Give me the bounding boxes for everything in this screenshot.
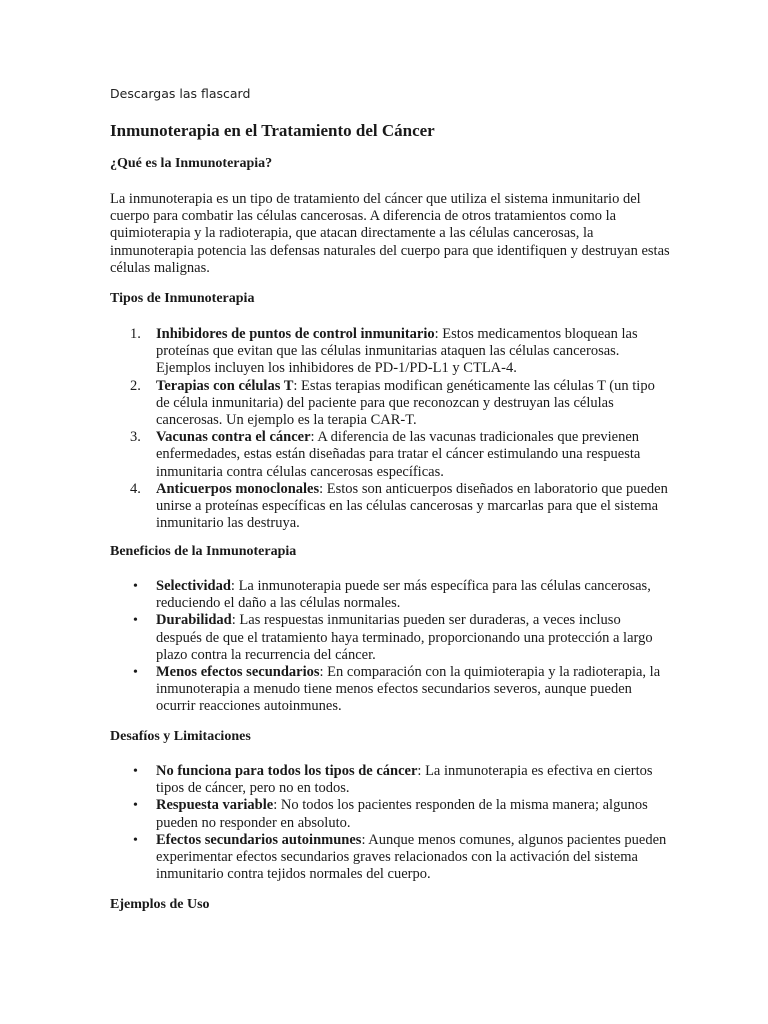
item-text: : Estas terapias modifican genéticamente las células T (un tipo de célula inmunitaria) del paciente para que reconozcan y destruyan las células cancerosas. Un ejemplo es la terapia CAR-T. <box>156 377 655 429</box>
item-text: : La inmunoterapia puede ser más específica para las células cancerosas, reduciendo el daño a las células normales. <box>156 578 651 612</box>
list-marker: 4. <box>130 480 141 497</box>
item-text: : La inmunoterapia es efectiva en ciertos tipos de cáncer, pero no en todos. <box>156 763 653 797</box>
list-tipos <box>110 326 670 532</box>
bullet-icon: • <box>133 579 138 594</box>
item-term: Respuesta variable <box>156 797 274 814</box>
list-marker: 1. <box>130 326 141 342</box>
list-marker: 2. <box>130 377 141 394</box>
heading-que-es: ¿Qué es la Inmunoterapia? <box>110 156 273 171</box>
list-marker: 3. <box>130 429 141 446</box>
heading-desafios: Desafíos y Limitaciones <box>110 729 251 744</box>
list-item <box>110 378 670 430</box>
item-term: Durabilidad <box>156 612 232 629</box>
heading-tipos: Tipos de Inmunoterapia <box>110 291 255 306</box>
list-desafios <box>110 763 670 883</box>
item-term: Anticuerpos monoclonales <box>156 480 320 497</box>
item-term: Menos efectos secundarios <box>156 664 320 681</box>
list-item <box>110 578 670 612</box>
bullet-icon: • <box>133 764 138 779</box>
list-item <box>110 612 670 664</box>
list-item <box>110 664 670 716</box>
item-term: Vacunas contra el cáncer <box>156 429 311 446</box>
download-note: Descargas las flascard <box>110 86 251 101</box>
document-title: Inmunoterapia en el Tratamiento del Cáncer <box>110 121 435 140</box>
item-term: Inhibidores de puntos de control inmunitario <box>156 326 435 342</box>
list-item <box>110 763 670 797</box>
heading-ejemplos: Ejemplos de Uso <box>110 897 210 912</box>
item-text: : En comparación con la quimioterapia y la radioterapia, la inmunoterapia a menudo tiene menos efectos secundarios severos, aunque pueden ocurrir reacciones autoinmunes. <box>156 664 661 715</box>
bullet-icon: • <box>133 798 138 814</box>
item-text: : A diferencia de las vacunas tradicionales que previenen enfermedades, estas están diseñadas para tratar el cáncer estimulando una respuesta inmunitaria contra células cancerosas específicas. <box>156 429 641 480</box>
item-text: : Aunque menos comunes, algunos pacientes pueden experimentar efectos secundarios graves relacionados con la activación del sistema inmunitario contra tejidos normales del cuerpo. <box>156 831 667 883</box>
item-term: No funciona para todos los tipos de cáncer <box>156 763 418 779</box>
item-text: : No todos los pacientes responden de la misma manera; algunos pueden no responder en absoluto. <box>156 797 648 831</box>
list-item <box>110 481 670 533</box>
item-text: : Estos son anticuerpos diseñados en laboratorio que pueden unirse a proteínas específicas en las células cancerosas y marcarlas para que el sistema inmunitario las destruya. <box>156 480 668 532</box>
item-term: Terapias con células T <box>156 377 294 394</box>
paragraph-que-es: La inmunoterapia es un tipo de tratamiento del cáncer que utiliza el sistema inmunitario del cuerpo para combatir las células cancerosas. A diferencia de otros tratamientos como la quimioterapia y la radioterapia, que atacan directamente a las células cancerosas, la inmunoterapia potencia las defensas naturales del cuerpo para que identifiquen y destruyan estas células malignas. <box>110 191 670 276</box>
item-text: : Estos medicamentos bloquean las proteínas que evitan que las células inmunitarias ataquen las células cancerosas. Ejemplos incluyen los inhibidores de PD-1/PD-L1 y CTLA-4. <box>156 326 638 377</box>
bullet-icon: • <box>133 665 138 681</box>
list-item <box>110 832 670 884</box>
bullet-icon: • <box>133 613 138 629</box>
heading-beneficios: Beneficios de la Inmunoterapia <box>110 544 297 559</box>
item-text: : Las respuestas inmunitarias pueden ser duraderas, a veces incluso después de que el tratamiento haya terminado, proporcionando una protección a largo plazo contra la recurrencia del cáncer. <box>156 612 653 663</box>
list-beneficios <box>110 578 670 716</box>
list-item <box>110 797 670 831</box>
item-term: Efectos secundarios autoinmunes <box>156 831 362 848</box>
bullet-icon: • <box>133 832 138 848</box>
list-item <box>110 326 670 378</box>
list-item <box>110 429 670 481</box>
item-term: Selectividad <box>156 578 231 594</box>
